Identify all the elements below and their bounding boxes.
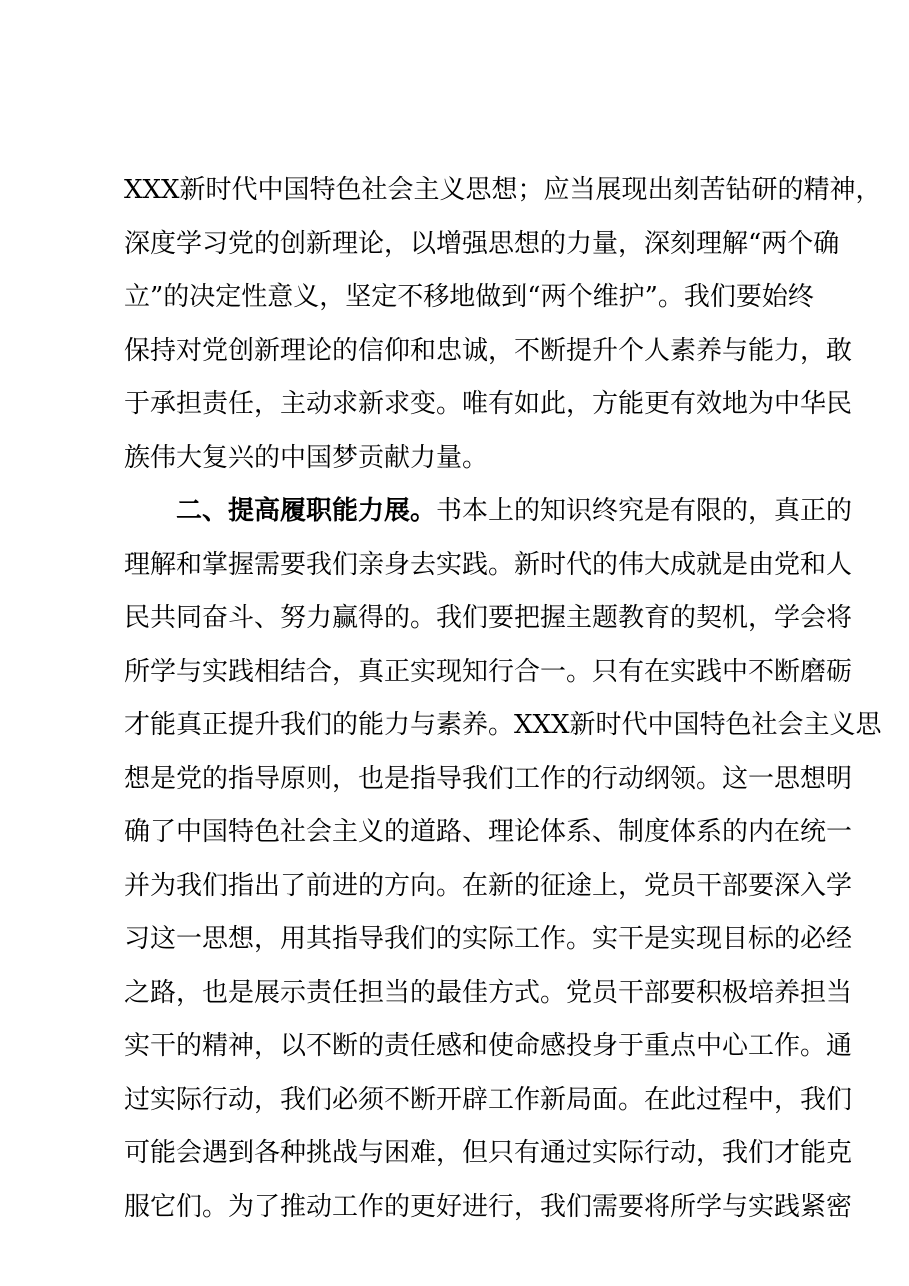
paragraph-2-first-line-text: 书本上的知识终究是有限的，真正的: [436, 496, 853, 526]
paragraph-1-line: 深度学习党的创新理论，以增强思想的力量，深刻理解“两个确: [124, 228, 840, 259]
paragraph-2-line: 服它们。为了推动工作的更好进行，我们需要将所学与实践紧密: [124, 1191, 853, 1222]
paragraph-2-line: 实干的精神，以不断的责任感和使命感投身于重点中心工作。通: [124, 1031, 853, 1061]
paragraph-2-line: 过实际行动，我们必须不断开辟工作新局面。在此过程中，我们: [124, 1084, 853, 1115]
paragraph-2-line: 习这一思想，用其指导我们的实际工作。实干是实现目标的必经: [124, 924, 853, 954]
paragraph-2-line: 并为我们指出了前进的方向。在新的征途上，党员干部要深入学: [124, 870, 853, 901]
paragraph-2-first-line: [124, 485, 853, 539]
paragraph-2-line: 理解和掌握需要我们亲身去实践。新时代的伟大成就是由党和人: [124, 549, 853, 580]
paragraph-2-line: 想是党的指导原则，也是指导我们工作的行动纲领。这一思想明: [124, 763, 853, 794]
paragraph-2-line: 才能真正提升我们的能力与素养。XXX新时代中国特色社会主义思: [124, 710, 882, 740]
paragraph-1-line: 立”的决定性意义，坚定不移地做到“两个维护”。我们要始终: [124, 282, 814, 312]
paragraph-2-line: 民共同奋斗、努力赢得的。我们要把握主题教育的契机，学会将: [124, 603, 853, 633]
paragraph-1-line: 保持对党创新理论的信仰和忠诚，不断提升个人素养与能力，敢: [124, 335, 853, 366]
paragraph-1-line: XXX新时代中国特色社会主义思想；应当展现出刻苦钻研的精神，: [124, 175, 882, 205]
paragraph-2-line: 所学与实践相结合，真正实现知行合一。只有在实践中不断磨砺: [124, 656, 853, 687]
paragraph-2-line: 可能会遇到各种挑战与困难，但只有通过实际行动，我们才能克: [124, 1138, 853, 1168]
section-heading: 二、提高履职能力展。: [176, 496, 437, 526]
paragraph-2-line: 之路，也是展示责任担当的最佳方式。党员干部要积极培养担当: [124, 977, 853, 1008]
paragraph-1-line: 族伟大复兴的中国梦贡献力量。: [124, 442, 489, 473]
body-text: [124, 164, 882, 1234]
paragraph-1-line: 于承担责任，主动求新求变。唯有如此，方能更有效地为中华民: [124, 389, 853, 419]
paragraph-2-line: 确了中国特色社会主义的道路、理论体系、制度体系的内在统一: [124, 817, 853, 847]
